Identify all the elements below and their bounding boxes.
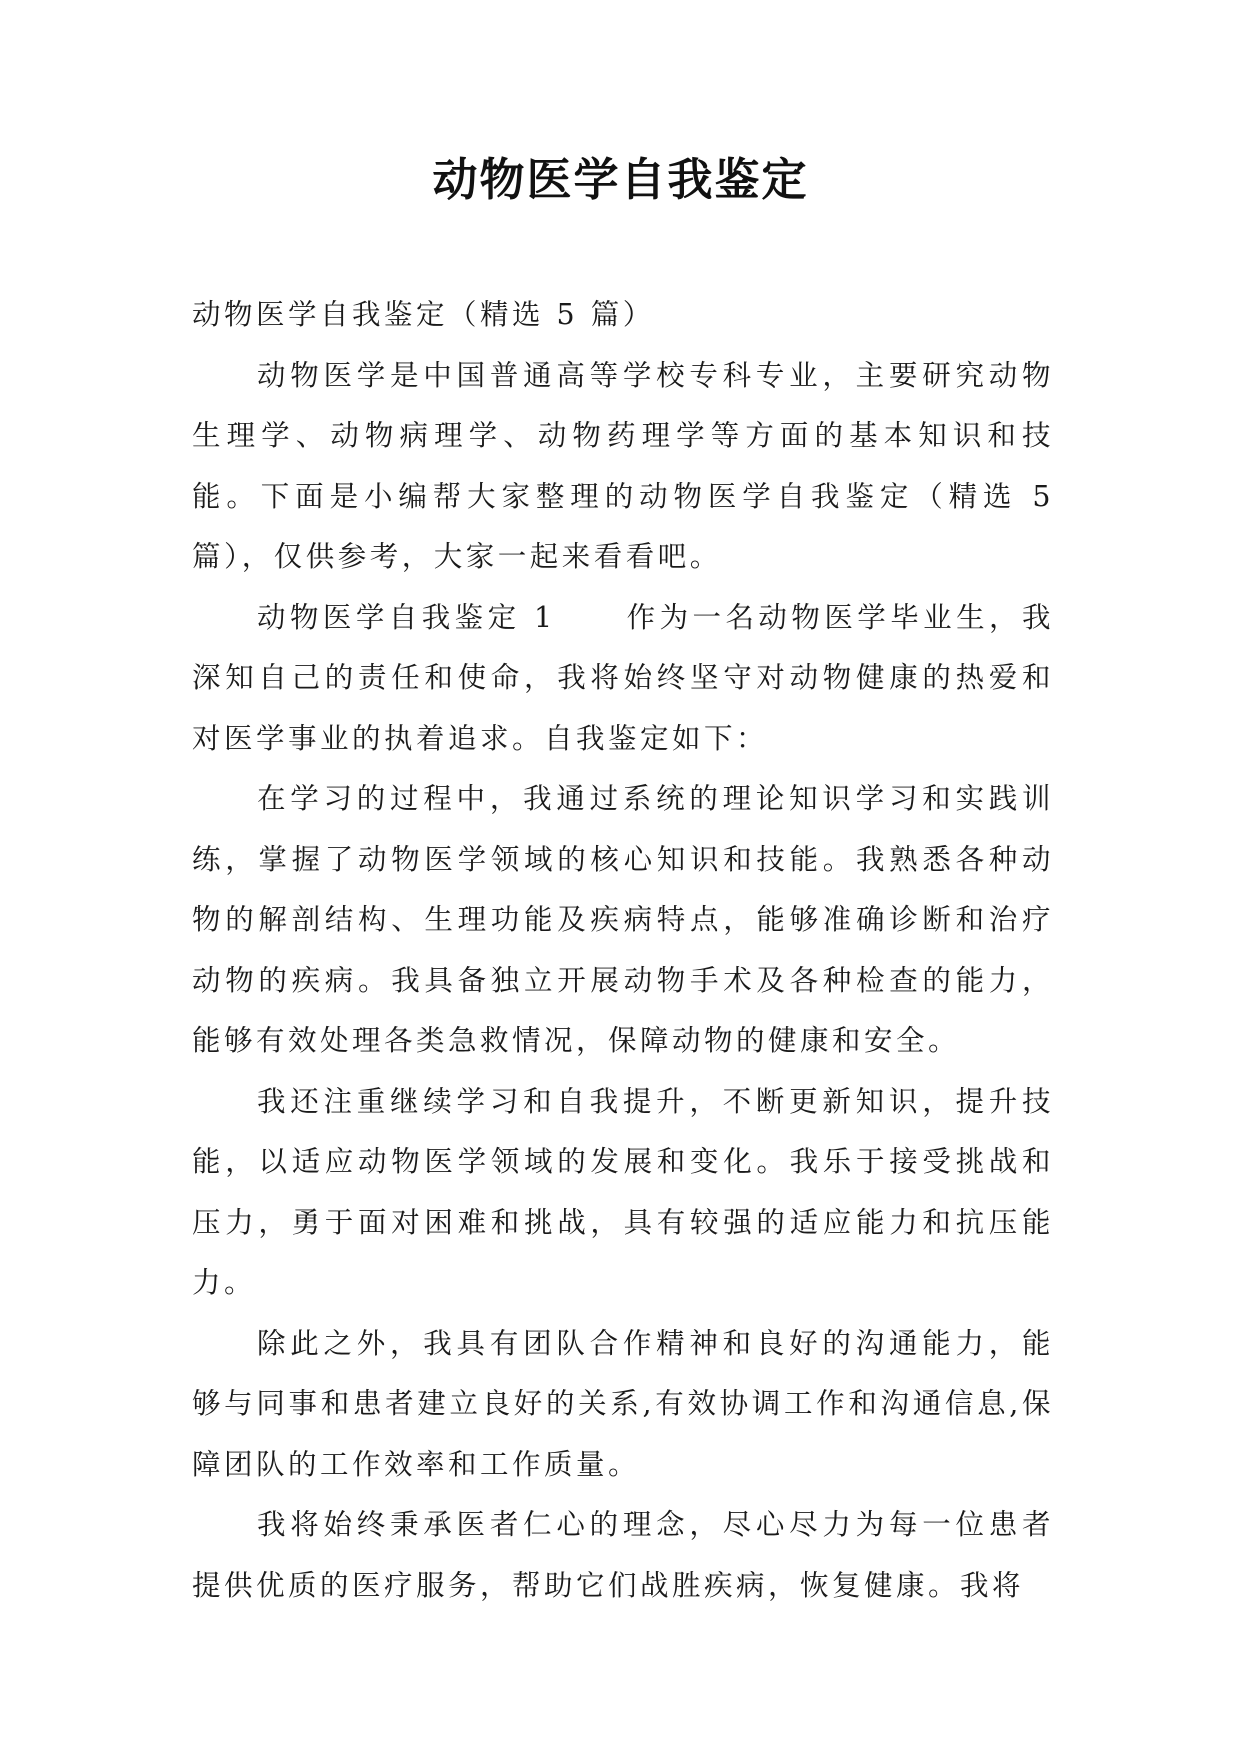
section-1-paragraph <box>192 588 1054 770</box>
body-paragraph: 我还注重继续学习和自我提升，不断更新知识，提升技能，以适应动物医学领域的发展和变化。我乐于接受挑战和压力，勇于面对困难和挑战，具有较强的适应能力和抗压能力。 <box>192 1084 1054 1299</box>
document-title: 动物医学自我鉴定 <box>432 153 809 206</box>
body-paragraph: 在学习的过程中，我通过系统的理论知识学习和实践训练，掌握了动物医学领域的核心知识和技能。我熟悉各种动物的解剖结构、生理功能及疾病特点，能够准确诊断和治疗动物的疾病。我具备独立开展动物手术及各种检查的能力，能够有效处理各类急救情况，保障动物的健康和安全。 <box>192 782 1054 1057</box>
section-1-lead: 作为一名动物医学毕业生，我深知自己的责任和使命，我将始终坚守对动物健康的热爱和对医学事业的执着追求。自我鉴定如下： <box>192 600 1054 755</box>
section-1-heading: 动物医学自我鉴定 1 <box>257 600 556 634</box>
body-paragraph: 我将始终秉承医者仁心的理念，尽心尽力为每一位患者提供优质的医疗服务，帮助它们战胜疾病，恢复健康。我将 <box>192 1508 1054 1602</box>
body-paragraph: 除此之外，我具有团队合作精神和良好的沟通能力，能够与同事和患者建立良好的关系,有效协调工作和沟通信息,保障团队的工作效率和工作质量。 <box>192 1326 1054 1481</box>
document-subtitle: 动物医学自我鉴定（精选 5 篇） <box>192 298 655 331</box>
document-body <box>192 285 1054 1616</box>
intro-paragraph: 动物医学是中国普通高等学校专科专业，主要研究动物生理学、动物病理学、动物药理学等方面的基本知识和技能。下面是小编帮大家整理的动物医学自我鉴定（精选 5 篇），仅供参考，大家一起来看看吧。 <box>192 358 1054 573</box>
